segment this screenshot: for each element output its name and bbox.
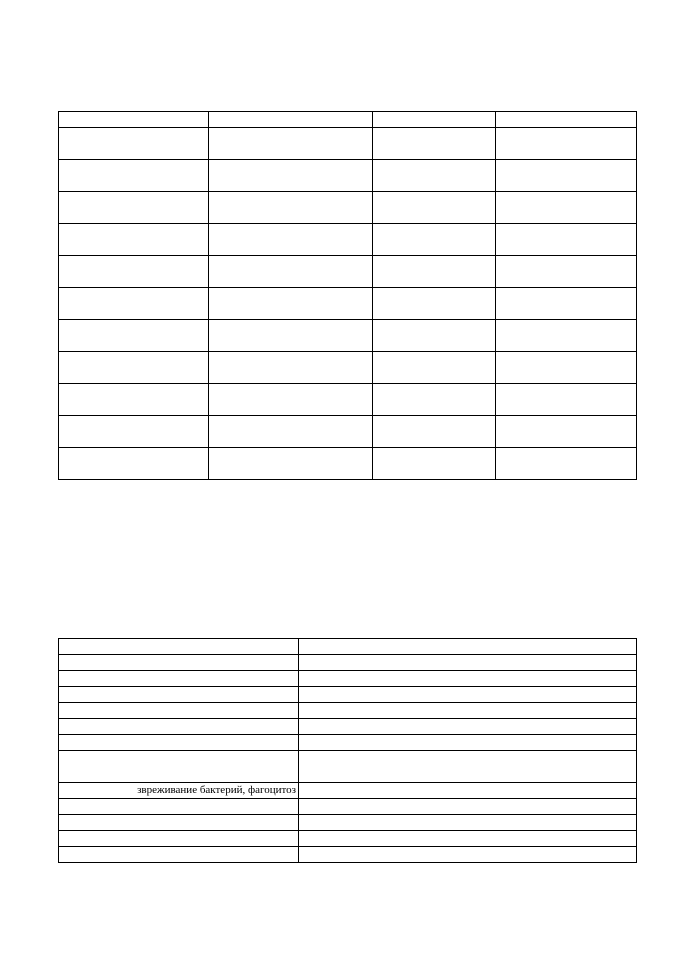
table-2-body [59, 639, 637, 863]
table-cell [496, 448, 637, 480]
table-cell [59, 320, 209, 352]
table-cell [59, 751, 299, 783]
table-row [59, 751, 637, 783]
table-cell [59, 639, 299, 655]
table-row [59, 719, 637, 735]
table-cell [209, 160, 373, 192]
table-row [59, 224, 637, 256]
table-cell [209, 416, 373, 448]
table-row [59, 320, 637, 352]
table-cell [59, 416, 209, 448]
table-cell [59, 831, 299, 847]
table-row [59, 799, 637, 815]
table-row [59, 671, 637, 687]
table-cell [59, 112, 209, 128]
table-cell: звреживание бактерий, фагоцитоз [59, 783, 299, 799]
table-cell [59, 224, 209, 256]
table-cell [373, 352, 496, 384]
table-cell [299, 655, 637, 671]
table-cell [59, 719, 299, 735]
table-cell [299, 799, 637, 815]
table-cell [209, 384, 373, 416]
table-cell [59, 687, 299, 703]
table-cell [209, 320, 373, 352]
blank-table-1 [58, 111, 637, 480]
blank-table-2 [58, 638, 637, 863]
table-row [59, 192, 637, 224]
table-cell [209, 224, 373, 256]
table-cell [299, 735, 637, 751]
table-cell [299, 847, 637, 863]
table-row [59, 256, 637, 288]
table-cell [59, 735, 299, 751]
table-row [59, 448, 637, 480]
table-cell [59, 352, 209, 384]
table-cell [299, 671, 637, 687]
table-row [59, 655, 637, 671]
table-row [59, 160, 637, 192]
table-cell [59, 671, 299, 687]
table-row [59, 384, 637, 416]
table-row [59, 128, 637, 160]
table-cell [59, 847, 299, 863]
table-row [59, 847, 637, 863]
table-cell [59, 384, 209, 416]
table-cell [373, 256, 496, 288]
table-cell [373, 128, 496, 160]
table-cell [373, 160, 496, 192]
table-row [59, 639, 637, 655]
table-cell [299, 687, 637, 703]
table-cell [496, 192, 637, 224]
table-cell [209, 448, 373, 480]
table-row [59, 815, 637, 831]
table-cell [299, 815, 637, 831]
table-cell [299, 831, 637, 847]
table-cell [496, 288, 637, 320]
table-cell [373, 192, 496, 224]
table-row [59, 831, 637, 847]
table-cell [373, 384, 496, 416]
table-row [59, 735, 637, 751]
table-cell [59, 128, 209, 160]
table-cell [59, 815, 299, 831]
table-cell [373, 448, 496, 480]
table-cell [59, 799, 299, 815]
table-cell [59, 655, 299, 671]
table-cell [59, 256, 209, 288]
table-cell [496, 384, 637, 416]
table-cell [299, 783, 637, 799]
table-cell [209, 192, 373, 224]
table-row [59, 416, 637, 448]
table-cell [209, 352, 373, 384]
table-cell [496, 224, 637, 256]
table-1-body [59, 112, 637, 480]
table-cell [59, 160, 209, 192]
table-cell [373, 320, 496, 352]
table-cell [496, 416, 637, 448]
table-cell [209, 288, 373, 320]
table-cell [299, 719, 637, 735]
table-row [59, 703, 637, 719]
table-cell [59, 448, 209, 480]
table-cell [59, 192, 209, 224]
table-cell [299, 639, 637, 655]
table-row [59, 112, 637, 128]
table-cell [299, 751, 637, 783]
table-cell [209, 128, 373, 160]
table-cell [496, 128, 637, 160]
table-cell [299, 703, 637, 719]
table-cell [373, 224, 496, 256]
table-row [59, 687, 637, 703]
table-cell [496, 160, 637, 192]
table-cell [209, 256, 373, 288]
table-cell [373, 288, 496, 320]
table-row [59, 288, 637, 320]
table-cell [496, 320, 637, 352]
table-cell [373, 416, 496, 448]
table-cell [59, 703, 299, 719]
table-cell [496, 352, 637, 384]
table-cell [59, 288, 209, 320]
table-row [59, 352, 637, 384]
table-cell [496, 256, 637, 288]
table-cell [496, 112, 637, 128]
table-cell [373, 112, 496, 128]
table-cell [209, 112, 373, 128]
table-row [59, 783, 637, 799]
